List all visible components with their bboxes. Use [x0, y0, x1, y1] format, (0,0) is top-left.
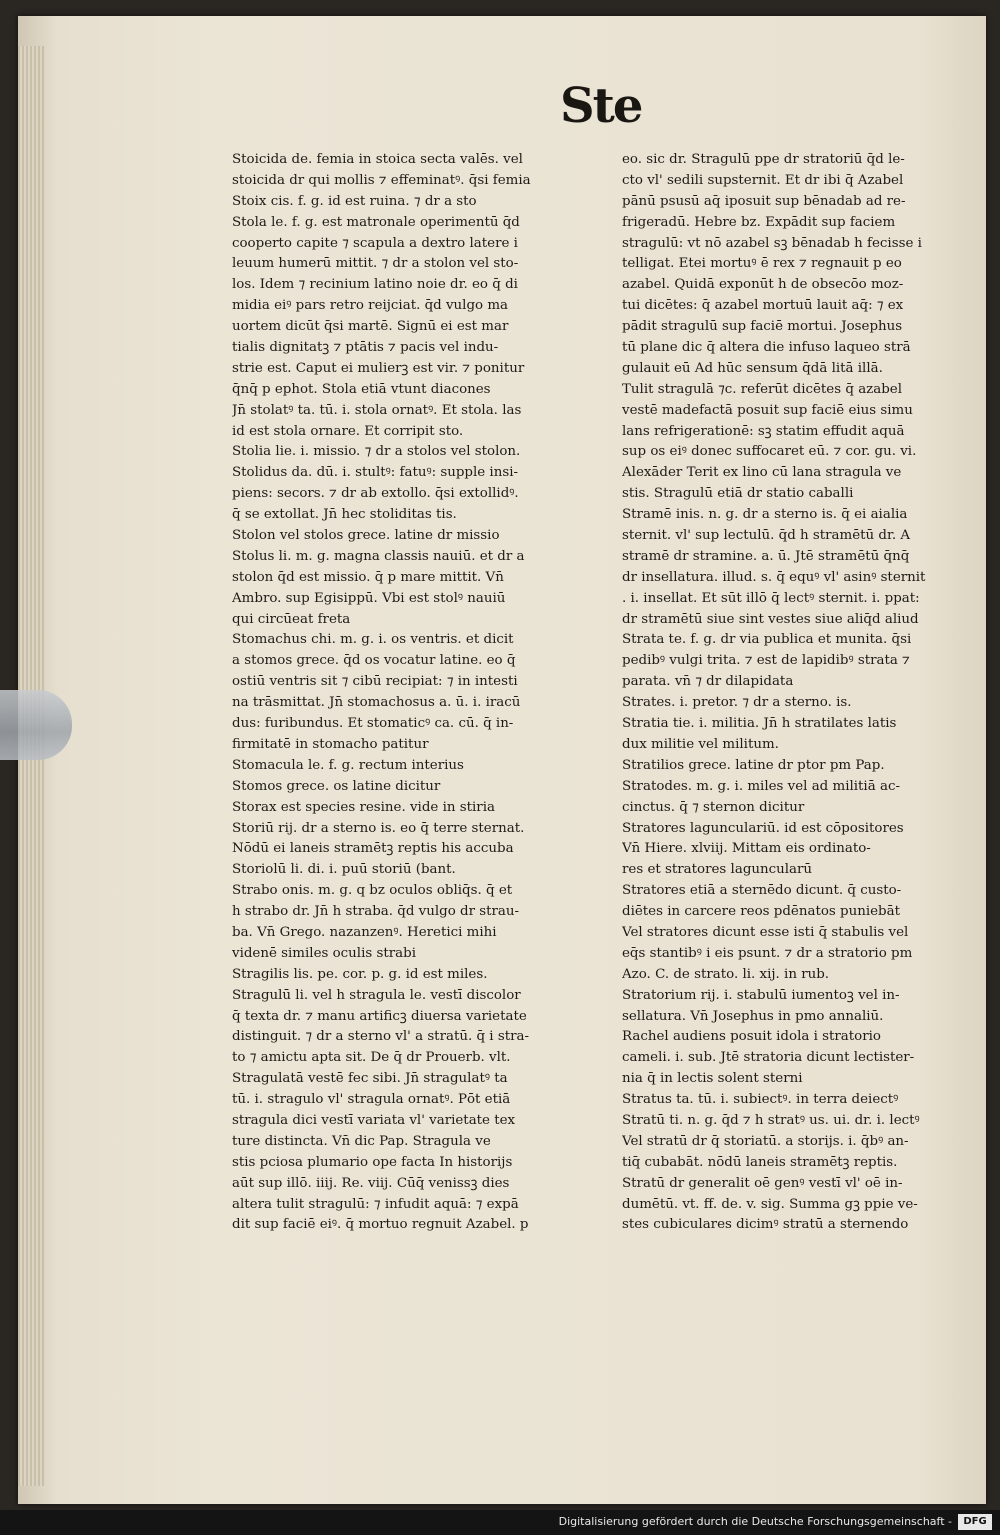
text-line: Strata te. f. g. dr via publica et munita. q̄si	[622, 632, 912, 648]
text-line: Storiū rij. dr a sterno is. eo q̄ terre sternat.	[232, 820, 525, 836]
text-line: dux militie vel militum.	[622, 736, 779, 752]
text-line: stragulū: vt nō azabel sꝫ bēnadab h fecisse i	[622, 235, 922, 251]
text-line: Storiolū li. di. i. puū storiū (bant.	[232, 862, 456, 878]
text-line: Vel stratū dr q̄ storiatū. a storijs. i. q̄bꝰ an-	[622, 1133, 909, 1149]
text-line: stolon q̄d est missio. q̄ p mare mittit. Vn̄	[232, 569, 504, 585]
text-line: Alexāder Terit ex lino cū lana stragula ve	[622, 465, 902, 481]
text-line: dumētū. vt. ff. de. v. sig. Summa gꝫ ppie ve-	[622, 1196, 918, 1212]
text-line: cinctus. q̄ ⁊ sternon dicitur	[622, 799, 805, 815]
text-line: ostiū ventris sit ⁊ cibū recipiat: ⁊ in intesti	[232, 674, 518, 690]
text-line: videnē similes oculis strabi	[232, 945, 416, 961]
text-line: midia eiꝰ pars retro reijciat. q̄d vulgo ma	[232, 298, 509, 314]
text-line: Stramē inis. n. g. dr a sterno is. q̄ ei aialia	[622, 507, 908, 523]
text-line: leuum humerū mittit. ⁊ dr a stolon vel sto-	[232, 256, 519, 272]
text-line: stis pciosa plumario ope facta In historijs	[232, 1154, 513, 1170]
text-line: Stolus li. m. g. magna classis nauiū. et dr a	[232, 548, 525, 564]
page-edges	[18, 46, 44, 1486]
right-text-column	[622, 150, 972, 1236]
text-line: eo. sic dr. Stragulū ppe dr stratoriū q̄d le-	[622, 152, 905, 167]
text-line: h strabo dr. Jn̄ h straba. q̄d vulgo dr strau-	[232, 904, 520, 920]
text-line: Stragilis lis. pe. cor. p. g. id est miles.	[232, 966, 488, 982]
text-line: pedibꝰ vulgi trita. ⁊ est de lapidibꝰ strata ⁊	[622, 653, 910, 669]
text-line: Stola le. f. g. est matronale operimentū q̄d	[232, 214, 520, 230]
text-line: tū plane dic q̄ altera die infuso laqueo strā	[622, 340, 911, 356]
text-line: gulauit eū Ad hūc sensum q̄dā litā illā.	[622, 360, 883, 376]
funding-notice: Digitalisierung gefördert durch die Deutsche Forschungsgemeinschaft -	[558, 1515, 952, 1528]
text-line: sternit. vl' sup lectulū. q̄d h stramētū dr. A	[622, 528, 911, 544]
text-line: Stratia tie. i. militia. Jn̄ h stratilates latis	[622, 716, 897, 732]
text-line: stoicida dr qui mollis ⁊ effeminatꝰ. q̄si femia	[232, 172, 531, 188]
text-line: Stratū dr generalit oē genꝰ vestī vl' oē in-	[622, 1175, 903, 1191]
text-line: Stoix cis. f. g. id est ruina. ⁊ dr a sto	[232, 193, 477, 209]
text-line: dr stramētū siue sint vestes siue aliq̄d aliud	[622, 611, 919, 627]
text-line: Stratores etiā a sternēdo dicunt. q̄ custo-	[622, 883, 902, 899]
text-line: diētes in carcere reos pdēnatos puniebāt	[622, 904, 900, 920]
text-line: tialis dignitatꝫ ⁊ ptātis ⁊ pacis vel indu-	[232, 340, 499, 356]
text-line: Azo. C. de strato. li. xij. in rub.	[622, 966, 830, 982]
text-line: distinguit. ⁊ dr a sterno vl' a stratū. q̄ i stra-	[232, 1029, 530, 1045]
text-line: a stomos grece. q̄d os vocatur latine. eo q̄	[232, 653, 516, 669]
text-line: Stratū ti. n. g. q̄d ⁊ h stratꝰ us. ui. dr. i. lectꝰ	[622, 1112, 920, 1128]
text-line: nia q̄ in lectis solent sterni	[622, 1071, 803, 1087]
text-line: lans refrigerationē: sꝫ statim effudit aquā	[622, 423, 905, 439]
text-line: dit sup faciē eiꝰ. q̄ mortuo regnuit Azabel. p	[232, 1217, 529, 1233]
text-line: los. Idem ⁊ recinium latino noie dr. eo q̄ di	[232, 277, 518, 293]
text-line: Tulit stragulā ⁊c. referūt dicētes q̄ azabel	[622, 381, 902, 397]
text-line: na trāsmittat. Jn̄ stomachosus a. ū. i. iracū	[232, 695, 521, 711]
text-line: Stolon vel stolos grece. latine dr missio	[232, 528, 500, 544]
text-line: Vn̄ Hiere. xlviij. Mittam eis ordinato-	[622, 841, 871, 857]
text-line: cto vl' sedili supsternit. Et dr ibi q̄ Azabel	[622, 172, 904, 188]
text-line: Rachel audiens posuit idola i stratorio	[622, 1029, 881, 1045]
text-line: Stratus ta. tū. i. subiectꝰ. in terra deiectꝰ	[622, 1092, 899, 1108]
text-line: q̄ texta dr. ⁊ manu artificꝫ diuersa varietate	[232, 1008, 527, 1024]
running-head: Ste	[560, 78, 642, 134]
text-line: pānū psusū aq̄ iposuit sup bēnadab ad re-	[622, 193, 906, 209]
text-line: Stragulū li. vel h stragula le. vestī discolor	[232, 987, 521, 1003]
text-line: Stratilios grece. latine dr ptor pm Pap.	[622, 757, 885, 773]
text-line: q̄ se extollat. Jn̄ hec stoliditas tis.	[232, 507, 457, 523]
text-line: Strabo onis. m. g. q bz oculos obliq̄s. q̄ et	[232, 883, 513, 899]
text-line: Stoicida de. femia in stoica secta valēs. vel	[232, 152, 523, 167]
text-line: Nōdū ei laneis stramētꝫ reptis his accuba	[232, 841, 514, 857]
text-line: res et stratores laguncularū	[622, 862, 813, 878]
text-line: uortem dicūt q̄si martē. Signū ei est mar	[232, 319, 509, 335]
text-line: Storax est species resine. vide in stiria	[232, 799, 495, 815]
text-line: ture distincta. Vn̄ dic Pap. Stragula ve	[232, 1133, 491, 1149]
text-line: frigeradū. Hebre bz. Expādit sup faciem	[622, 214, 896, 230]
text-line: stes cubiculares dicimꝰ stratū a sternendo	[622, 1217, 909, 1233]
text-line: vestē madefactā posuit sup faciē eius simu	[622, 402, 913, 418]
text-line: sup os eiꝰ donec suffocaret eū. ⁊ cor. gu. vi.	[622, 444, 917, 460]
text-line: Strates. i. pretor. ⁊ dr a sterno. is.	[622, 695, 852, 711]
page-clip	[0, 690, 72, 760]
text-line: pādit stragulū sup faciē mortui. Josephus	[622, 319, 903, 335]
text-line: cameli. i. sub. Jtē stratoria dicunt lectister-	[622, 1050, 915, 1066]
text-line: telligat. Etei mortuꝰ ē rex ⁊ regnauit p eo	[622, 256, 902, 272]
text-line: Stolidus da. dū. i. stultꝰ: fatuꝰ: supple insi-	[232, 465, 519, 481]
text-line: Jn̄ stolatꝰ ta. tū. i. stola ornatꝰ. Et stola. las	[232, 402, 522, 418]
text-line: dus: furibundus. Et stomaticꝰ ca. cū. q̄ in-	[232, 716, 514, 732]
text-line: firmitatē in stomacho patitur	[232, 736, 429, 752]
text-line: cooperto capite ⁊ scapula a dextro latere i	[232, 235, 518, 251]
text-line: Ambro. sup Egisippū. Vbi est stolꝰ nauiū	[232, 590, 506, 606]
text-line: Stomachus chi. m. g. i. os ventris. et dicit	[232, 632, 514, 648]
text-line: piens: secors. ⁊ dr ab extollo. q̄si extollidꝰ.	[232, 486, 519, 502]
text-line: Stratorium rij. i. stabulū iumentoꝫ vel in-	[622, 987, 900, 1003]
dfg-logo: DFG	[958, 1514, 992, 1530]
text-line: altera tulit stragulū: ⁊ infudit aquā: ⁊ expā	[232, 1196, 519, 1212]
text-line: strie est. Caput ei mulierꝫ est vir. ⁊ ponitur	[232, 360, 525, 376]
text-line: tū. i. stragulo vl' stragula ornatꝰ. Pōt etiā	[232, 1092, 511, 1108]
text-line: azabel. Quidā exponūt h de obsecōo moz-	[622, 277, 904, 293]
text-line: tui dicētes: q̄ azabel mortuū lauit aq̄: ⁊ ex	[622, 298, 904, 314]
text-line: Stragulatā vestē fec sibi. Jn̄ stragulatꝰ ta	[232, 1071, 508, 1087]
text-line: eq̄s stantibꝰ i eis psunt. ⁊ dr a stratorio pm	[622, 945, 913, 961]
text-line: Stomos grece. os latine dicitur	[232, 778, 441, 794]
text-line: Vel stratores dicunt esse isti q̄ stabulis vel	[622, 924, 909, 940]
text-line: aūt sup illō. iiij. Re. viij. Cūq̄ venissꝫ dies	[232, 1175, 510, 1191]
text-line: sellatura. Vn̄ Josephus in pmo annaliū.	[622, 1008, 884, 1024]
footer-bar	[0, 1510, 1000, 1535]
text-line: id est stola ornare. Et corripit sto.	[232, 423, 464, 439]
text-line: to ⁊ amictu apta sit. De q̄ dr Prouerb. vlt.	[232, 1050, 511, 1066]
text-line: dr insellatura. illud. s. q̄ equꝰ vl' asinꝰ sternit	[622, 569, 926, 585]
text-line: stramē dr stramine. a. ū. Jtē stramētū q̄nq̄	[622, 548, 910, 564]
text-line: tiq̄ cubabāt. nōdū laneis stramētꝫ reptis.	[622, 1154, 898, 1170]
text-line: stis. Stragulū etiā dr statio caballi	[622, 486, 854, 502]
text-line: stragula dici vestī variata vl' varietate tex	[232, 1112, 516, 1128]
text-line: Stolia lie. i. missio. ⁊ dr a stolos vel stolon.	[232, 444, 521, 460]
text-line: Stratores lagunculariū. id est cōpositores	[622, 820, 904, 836]
text-line: q̄nq̄ p ephot. Stola etiā vtunt diacones	[232, 381, 491, 397]
text-line: ba. Vn̄ Grego. nazanzenꝰ. Heretici mihi	[232, 924, 497, 940]
left-text-column	[232, 150, 612, 1236]
text-line: Stomacula le. f. g. rectum interius	[232, 757, 464, 773]
text-line: qui circūeat freta	[232, 611, 351, 627]
text-line: parata. vn̄ ⁊ dr dilapidata	[622, 674, 794, 690]
text-line: Stratodes. m. g. i. miles vel ad militiā ac-	[622, 778, 900, 794]
text-line: . i. insellat. Et sūt illō q̄ lectꝰ sternit. i. ppat:	[622, 590, 920, 606]
